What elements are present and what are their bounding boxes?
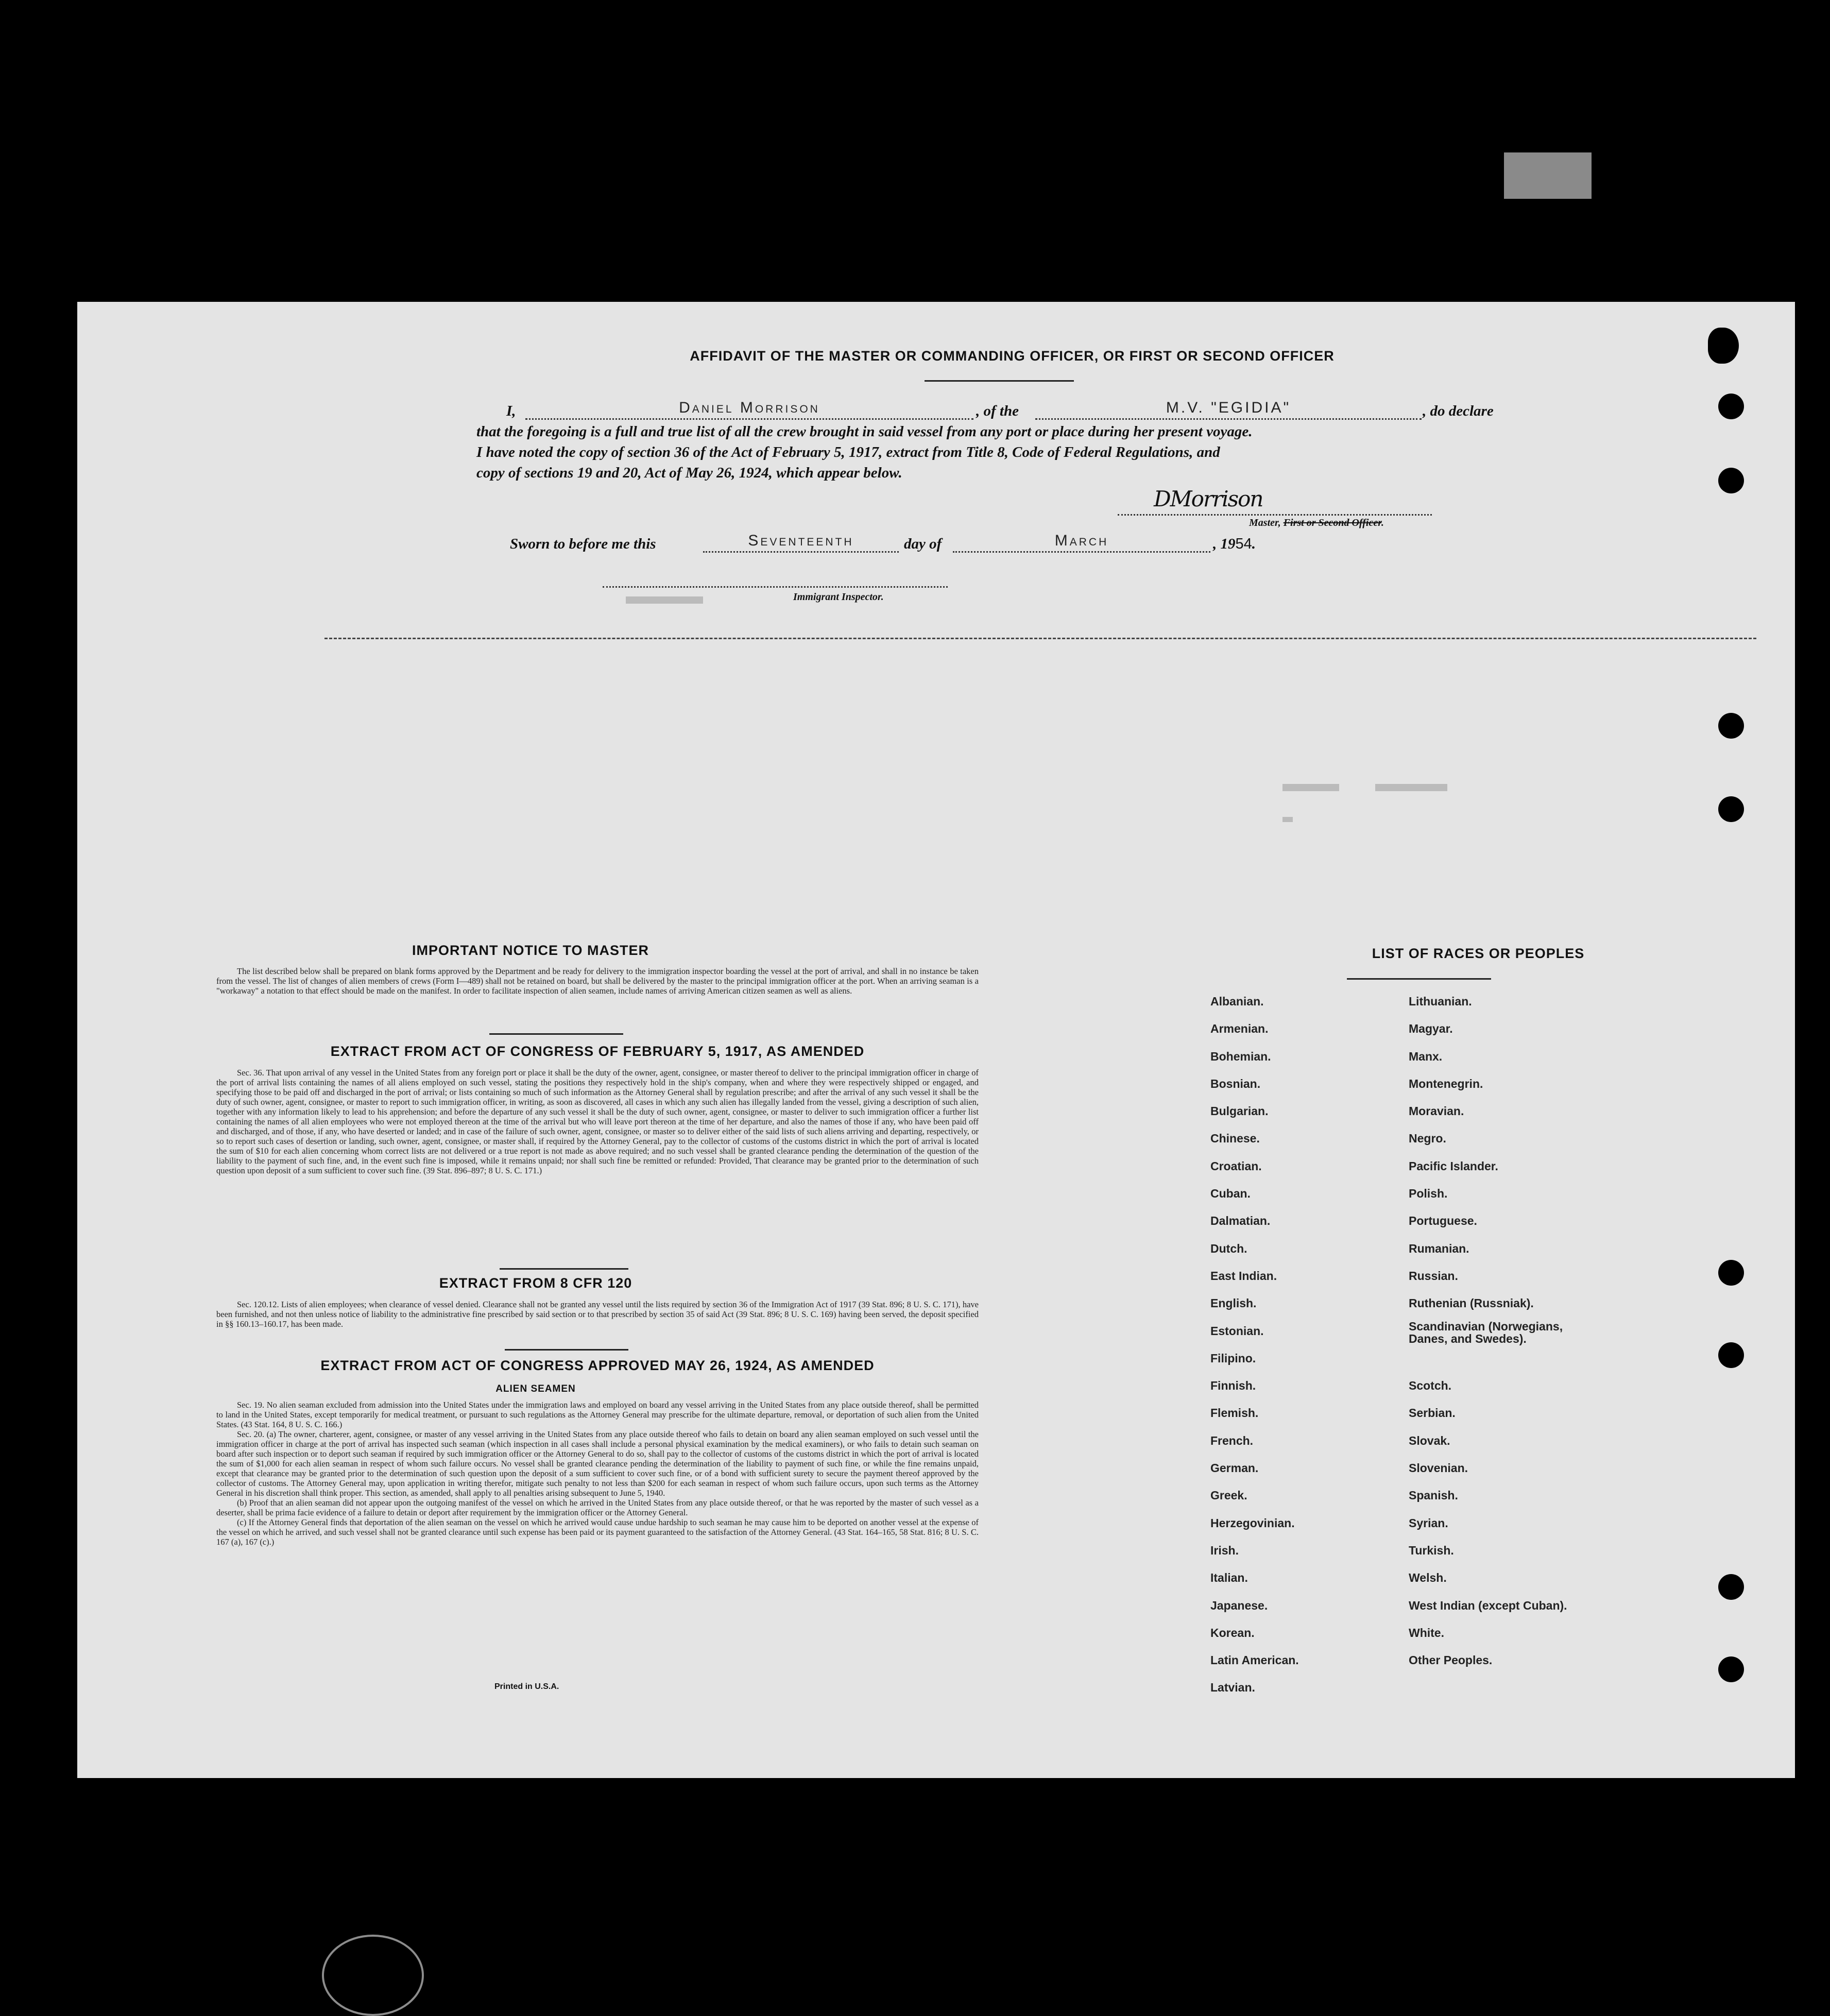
- race-item: Italian.: [1210, 1571, 1248, 1585]
- extract-1917-text: Sec. 36. That upon arrival of any vessel in the United States from any foreign port or place it shall be the duty of the owner, agent, consignee, or master thereof to deliver to the principal immigration officer in charge of the port of arrival lists containing the names of all aliens employed on such vessel, stating the positions they respectively hold in the ship's company, when and where they were respectively shipped or engaged, and specifying those to be paid off and discharged in the port of arrival; or lists containing so much of such information as the Attorney General shall by regulation prescribe; and after the arrival of any such vessel it shall be the duty of such owner, agent, consignee, or master to report to such immigration officer, in writing, as soon as discovered, all cases in which any such alien has illegally landed from the vessel, giving a description of such alien, together with any information likely to lead to his apprehension; and before the departure of any such vessel it shall be the duty of such owner, agent, consignee, or master to deliver to such immigration officer a further list containing the names of all alien employees who were not employed thereon at the time of the arrival but who will leave port thereon at the time of her departure, and also the names of those if any, who have been paid off and discharged, and of those, if any, who have deserted or landed; and in case of the failure of such owner, agent, consignee, or master so to deliver either of the said lists of such aliens arriving and departing, respectively, or so to report such cases of desertion or landing, such owner, agent, consignee, or master shall, if required by the Attorney General, pay to the collector of customs of the customs district in which the port of arrival is located the sum of $10 for each alien concerning whom correct lists are not delivered or a true report is not made as above required; and no such vessel shall be granted clearance pending the determination of the question of the liability to the payment of such fine, and, in the event such fine is imposed, while it remains unpaid; nor shall such fine be remitted or refunded: Provided, That clearance may be granted prior to the determination of such question upon deposit of a sum sufficient to cover such fine. (39 Stat. 896–897; 8 U. S. C. 171.): [216, 1068, 979, 1175]
- inspector-label: Immigrant Inspector.: [793, 591, 884, 603]
- declarant-name-field: Daniel Morrison: [525, 398, 973, 420]
- year-end: .: [1252, 536, 1256, 552]
- master-signature: DMorrison: [1154, 486, 1263, 511]
- race-item: Latin American.: [1210, 1653, 1299, 1667]
- punch-hole: [1718, 468, 1744, 493]
- race-item: Spanish.: [1409, 1489, 1458, 1502]
- race-item: East Indian.: [1210, 1269, 1277, 1283]
- extract-8cfr-rule: [505, 1349, 628, 1351]
- affidavit-title: AFFIDAVIT OF THE MASTER OR COMMANDING OFFICER, OR FIRST OR SECOND OFFICER: [690, 348, 1335, 364]
- race-item: Ruthenian (Russniak).: [1409, 1296, 1534, 1310]
- punch-hole: [1718, 1656, 1744, 1682]
- race-item: Serbian.: [1409, 1406, 1456, 1420]
- do-declare-label: , do declare: [1423, 403, 1494, 419]
- sworn-day-field: Seventeenth: [703, 531, 899, 553]
- alien-seamen-subtitle: ALIEN SEAMEN: [495, 1383, 576, 1394]
- bleed-through-mark: [1282, 784, 1339, 791]
- declaration-line-2: that the foregoing is a full and true list of all the crew brought in said vessel from any port or place during her present voyage.: [476, 423, 1253, 440]
- race-item: Flemish.: [1210, 1406, 1259, 1420]
- declarant-label: I,: [506, 403, 516, 419]
- race-item: Bosnian.: [1210, 1077, 1261, 1090]
- races-left-column: [1210, 988, 1299, 1702]
- race-item: Dalmatian.: [1210, 1214, 1271, 1228]
- race-item: Pacific Islander.: [1409, 1159, 1498, 1173]
- race-item: Korean.: [1210, 1626, 1255, 1639]
- race-item: Armenian.: [1210, 1022, 1269, 1036]
- day-of-label: day of: [904, 536, 942, 552]
- race-item: Russian.: [1409, 1269, 1458, 1283]
- race-item: Scandinavian (Norwegians, Danes, and Swedes).: [1409, 1319, 1563, 1345]
- race-item: Syrian.: [1409, 1516, 1448, 1530]
- notice-rule: [489, 1033, 623, 1035]
- extract-1917-title: EXTRACT FROM ACT OF CONGRESS OF FEBRUARY 5, 1917, AS AMENDED: [330, 1044, 865, 1059]
- sworn-month-field: March: [953, 531, 1210, 553]
- section-separator: [324, 638, 1756, 639]
- punch-hole: [1718, 1574, 1744, 1600]
- sworn-label: Sworn to before me this: [510, 536, 656, 552]
- title-rule: [925, 380, 1074, 382]
- races-right-column: [1409, 988, 1589, 1674]
- extract-1924-title: EXTRACT FROM ACT OF CONGRESS APPROVED MAY 26, 1924, AS AMENDED: [320, 1358, 875, 1373]
- race-item: Filipino.: [1210, 1351, 1256, 1365]
- race-item: Turkish.: [1409, 1543, 1454, 1557]
- extract-8cfr-text: Sec. 120.12. Lists of alien employees; when clearance of vessel denied. Clearance shall not be granted any vessel until the lists required by section 36 of the Immigration Act of 1917 (39 Stat. 896; 8 U. S. C. 171), have been furnished, and not then unless notice of liability to the administrative fine prescribed by said section or to that prescribed by section 35 of said Act (39 Stat. 896; 8 U. S. C. 169) having been served, the deposit specified in §§ 160.13–160.17, has been made.: [216, 1300, 979, 1329]
- race-item: French.: [1210, 1433, 1254, 1447]
- race-item: Rumanian.: [1409, 1241, 1469, 1255]
- extract-1924-text: Sec. 19. No alien seaman excluded from admission into the United States under the immigration laws and employed on board any vessel arriving in the United States from any place outside thereof, shall be permitted to land in the United States, except temporarily for medical treatment, or pursuant to such regulations as the Attorney General may prescribe for the ultimate departure, removal, or deportation of such alien from the United States. (43 Stat. 164, 8 U. S. C. 166.) Sec. 20. (a) The owner, charterer, agent, consignee, or master of any vessel arriving in the United States from any place outside thereof who fails to detain on board any alien seaman employed on such vessel until the immigration officer in charge at the port of arrival has inspected such seaman (which inspection in all cases shall include a personal physical examination by the medical examiners), or who fails to detain such seaman on board after such inspection or to deport such seaman if required by such immigration officer or the Attorney General to do so, shall pay to the collector of customs of the customs district in which the port of arrival is located the sum of $1,000 for each alien seaman in respect of whom such failure occurs. No vessel shall be granted clearance pending the determination of the liability to payment of such fine, or while the fine remains unpaid, except that clearance may be granted prior to the determination of such question upon the deposit of a sum sufficient to cover such fine, or of a bond with sufficient surety to secure the payment thereof approved by the collector of customs. The Attorney General may, upon application in writing therefor, mitigate such penalty to not less than $200 for each seaman in respect of whom such failure occurs, upon such terms as the Attorney General in his discretion shall think proper. This section, as amended, shall apply to all penalties arising subsequent to June 5, 1940. (b) Proof that an alien seaman did not appear upon the outgoing manifest of the vessel on which he arrived in the United States from any place outside thereof, or that he was reported by the master of such vessel as a deserter, shall be prima facie evidence of a failure to detain or deport after requirement by the immigration officer or the Attorney General. (c) If the Attorney General finds that deportation of the alien seaman on the vessel on which he arrived would cause undue hardship to such seaman he may cause him to be deported on another vessel at the expense of the vessel on which he arrived, and such vessel shall not be granted clearance until such expense has been paid or its payment guaranteed to the satisfaction of the Attorney General. (43 Stat. 164–165, 58 Stat. 816; 8 U. S. C. 167 (a), 167 (c).): [216, 1400, 979, 1547]
- race-item: Chinese.: [1210, 1132, 1260, 1146]
- race-item: Herzegovinian.: [1210, 1516, 1295, 1530]
- race-item: Bulgarian.: [1210, 1104, 1269, 1118]
- race-item: Irish.: [1210, 1543, 1239, 1557]
- race-item: Scotch.: [1409, 1379, 1452, 1393]
- master-label: Master,: [1249, 517, 1284, 528]
- bleed-through-mark: [626, 596, 703, 604]
- race-item: Bohemian.: [1210, 1049, 1271, 1063]
- races-title: LIST OF RACES OR PEOPLES: [1372, 946, 1585, 961]
- inspector-signature-line: [603, 586, 948, 588]
- race-item: Greek.: [1210, 1489, 1247, 1502]
- vessel-name-field: M.V. "EGIDIA": [1035, 398, 1422, 420]
- race-item: German.: [1210, 1461, 1259, 1475]
- sworn-year: [1213, 536, 1256, 553]
- races-rule: [1347, 978, 1491, 980]
- year-suffix: 54: [1235, 536, 1252, 552]
- race-item: Croatian.: [1210, 1159, 1262, 1173]
- signature-line: [1118, 514, 1432, 516]
- race-item: Slovenian.: [1409, 1461, 1468, 1475]
- extract-8cfr-title: EXTRACT FROM 8 CFR 120: [439, 1275, 632, 1291]
- of-the-label: , of the: [976, 403, 1019, 419]
- notice-text: The list described below shall be prepared on blank forms approved by the Department and be ready for delivery to the immigration inspector boarding the vessel at the port of arrival, and shall in no instance be taken from the vessel. The list of changes of alien members of crews (Form I—489) shall not be retained on board, but shall be delivered by the master to the principal immigration officer at the port. When an arriving seaman is a "workaway" a notation to that effect should be made on the manifest. In order to facilitate inspection of alien seamen, include names of arriving American citizen seamen as well as aliens.: [216, 966, 979, 996]
- race-item: Moravian.: [1409, 1104, 1464, 1118]
- notice-title: IMPORTANT NOTICE TO MASTER: [412, 943, 649, 958]
- race-item: Finnish.: [1210, 1379, 1256, 1393]
- year-prefix: , 19: [1213, 536, 1236, 552]
- extract-1917-rule: [500, 1268, 628, 1270]
- punch-hole: [1718, 796, 1744, 822]
- race-item: Japanese.: [1210, 1598, 1268, 1612]
- race-item: Cuban.: [1210, 1187, 1251, 1201]
- race-item: Lithuanian.: [1409, 995, 1472, 1008]
- race-item: English.: [1210, 1296, 1257, 1310]
- race-item: Estonian.: [1210, 1324, 1264, 1338]
- punch-hole: [1718, 1342, 1744, 1368]
- faded-embossed-seal: [322, 1935, 424, 2016]
- race-item: Negro.: [1409, 1132, 1446, 1146]
- race-item: Montenegrin.: [1409, 1077, 1483, 1090]
- race-item: Polish.: [1409, 1187, 1448, 1201]
- bleed-through-mark: [1282, 817, 1293, 822]
- punch-hole: [1718, 713, 1744, 739]
- race-item: Slovak.: [1409, 1433, 1450, 1447]
- paper-scrap: [1504, 152, 1592, 199]
- declaration-line-4: copy of sections 19 and 20, Act of May 26, 1924, which appear below.: [476, 465, 902, 481]
- struck-officer-label: First or Second Officer: [1283, 517, 1381, 528]
- punch-hole: [1718, 1260, 1744, 1286]
- race-item: Welsh.: [1409, 1571, 1447, 1585]
- race-item: Manx.: [1409, 1049, 1443, 1063]
- race-item: West Indian (except Cuban).: [1409, 1598, 1567, 1612]
- race-item: Latvian.: [1210, 1681, 1255, 1695]
- race-item: Magyar.: [1409, 1022, 1453, 1036]
- master-title-label: Master, First or Second Officer.: [1249, 517, 1384, 528]
- race-item: White.: [1409, 1626, 1444, 1639]
- punch-hole: [1718, 394, 1744, 419]
- bleed-through-mark: [1375, 784, 1447, 791]
- race-item: Other Peoples.: [1409, 1653, 1493, 1667]
- race-item: Portuguese.: [1409, 1214, 1477, 1228]
- race-item: Albanian.: [1210, 995, 1264, 1008]
- document-page: [77, 302, 1795, 1778]
- printed-in-usa: Printed in U.S.A.: [494, 1682, 559, 1691]
- race-item: Dutch.: [1210, 1241, 1247, 1255]
- declaration-line-3: I have noted the copy of section 36 of the Act of February 5, 1917, extract from Title 8, Code of Federal Regulations, and: [476, 444, 1220, 460]
- punch-hole: [1708, 328, 1739, 364]
